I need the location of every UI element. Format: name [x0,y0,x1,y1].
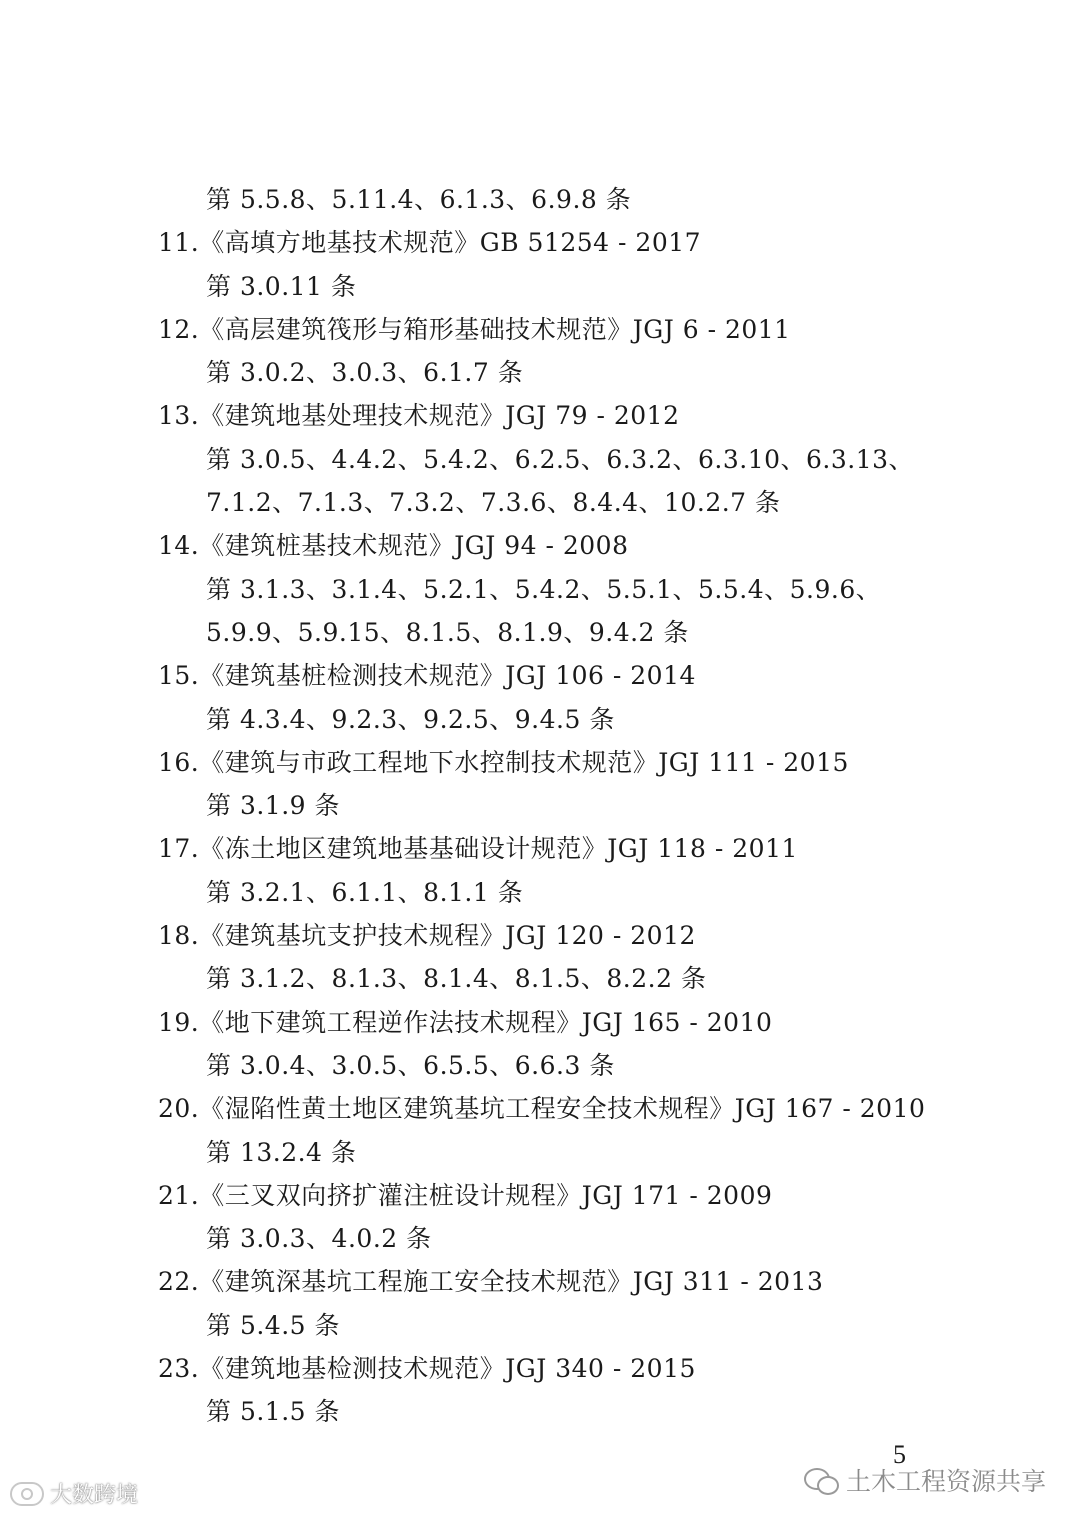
standard-entry-line: 16.《建筑与市政工程地下水控制技术规范》JGJ 111 - 2015 [158,747,849,777]
clause-line: 5.9.9、5.9.15、8.1.5、8.1.9、9.4.2 条 [206,617,689,647]
clause-line: 第 3.1.2、8.1.3、8.1.4、8.1.5、8.2.2 条 [206,964,707,994]
standard-entry-line: 20.《湿陷性黄土地区建筑基坑工程安全技术规程》JGJ 167 - 2010 [158,1094,926,1124]
clause-line: 第 13.2.4 条 [206,1137,357,1167]
standard-entry-line: 18.《建筑基坑支护技术规程》JGJ 120 - 2012 [158,921,696,951]
clause-line: 第 3.1.9 条 [206,791,341,821]
standard-entry-line: 22.《建筑深基坑工程施工安全技术规范》JGJ 311 - 2013 [158,1267,824,1297]
clause-line: 第 5.5.8、5.11.4、6.1.3、6.9.8 条 [206,185,632,214]
standard-entry-line: 23.《建筑地基检测技术规范》JGJ 340 - 2015 [158,1354,696,1384]
clause-line: 第 3.0.11 条 [206,271,357,301]
clause-line: 第 5.4.5 条 [206,1310,341,1340]
clause-line: 第 3.0.5、4.4.2、5.4.2、6.2.5、6.3.2、6.3.10、6.3.13、 [206,444,915,474]
standard-entry-line: 12.《高层建筑筏形与箱形基础技术规范》JGJ 6 - 2011 [158,314,791,344]
clause-line: 7.1.2、7.1.3、7.3.2、7.3.6、8.4.4、10.2.7 条 [206,488,781,518]
wechat-watermark [804,1462,1046,1498]
clause-line: 第 5.1.5 条 [206,1397,341,1427]
standard-entry-line: 14.《建筑桩基技术规范》JGJ 94 - 2008 [158,531,629,561]
logo-icon [10,1482,44,1506]
clause-line: 第 3.0.3、4.0.2 条 [206,1224,432,1254]
page-number: 5 [893,1440,906,1469]
clause-line: 第 3.2.1、6.1.1、8.1.1 条 [206,877,524,907]
source-watermark-text: 大数跨境 [50,1483,139,1508]
wechat-icon [804,1466,838,1494]
wechat-watermark-text: 土木工程资源共享 [845,1467,1046,1496]
standard-entry-line: 19.《地下建筑工程逆作法技术规程》JGJ 165 - 2010 [158,1007,773,1037]
clause-line: 第 3.1.3、3.1.4、5.2.1、5.4.2、5.5.1、5.5.4、5.9.6、 [206,574,882,604]
standard-entry-line: 15.《建筑基桩检测技术规范》JGJ 106 - 2014 [158,661,696,691]
standard-entry-line: 21.《三叉双向挤扩灌注桩设计规程》JGJ 171 - 2009 [158,1180,773,1210]
document-body [158,178,958,1434]
clause-line: 第 3.0.4、3.0.5、6.5.5、6.6.3 条 [206,1050,615,1080]
standard-entry-line: 17.《冻土地区建筑地基基础设计规范》JGJ 118 - 2011 [158,834,798,864]
standard-entry-line: 11.《高填方地基技术规范》GB 51254 - 2017 [158,228,702,258]
clause-line: 第 4.3.4、9.2.3、9.2.5、9.4.5 条 [206,704,615,734]
clause-line: 第 3.0.2、3.0.3、6.1.7 条 [206,358,524,388]
source-watermark [10,1478,138,1509]
standard-entry-line: 13.《建筑地基处理技术规范》JGJ 79 - 2012 [158,401,680,431]
